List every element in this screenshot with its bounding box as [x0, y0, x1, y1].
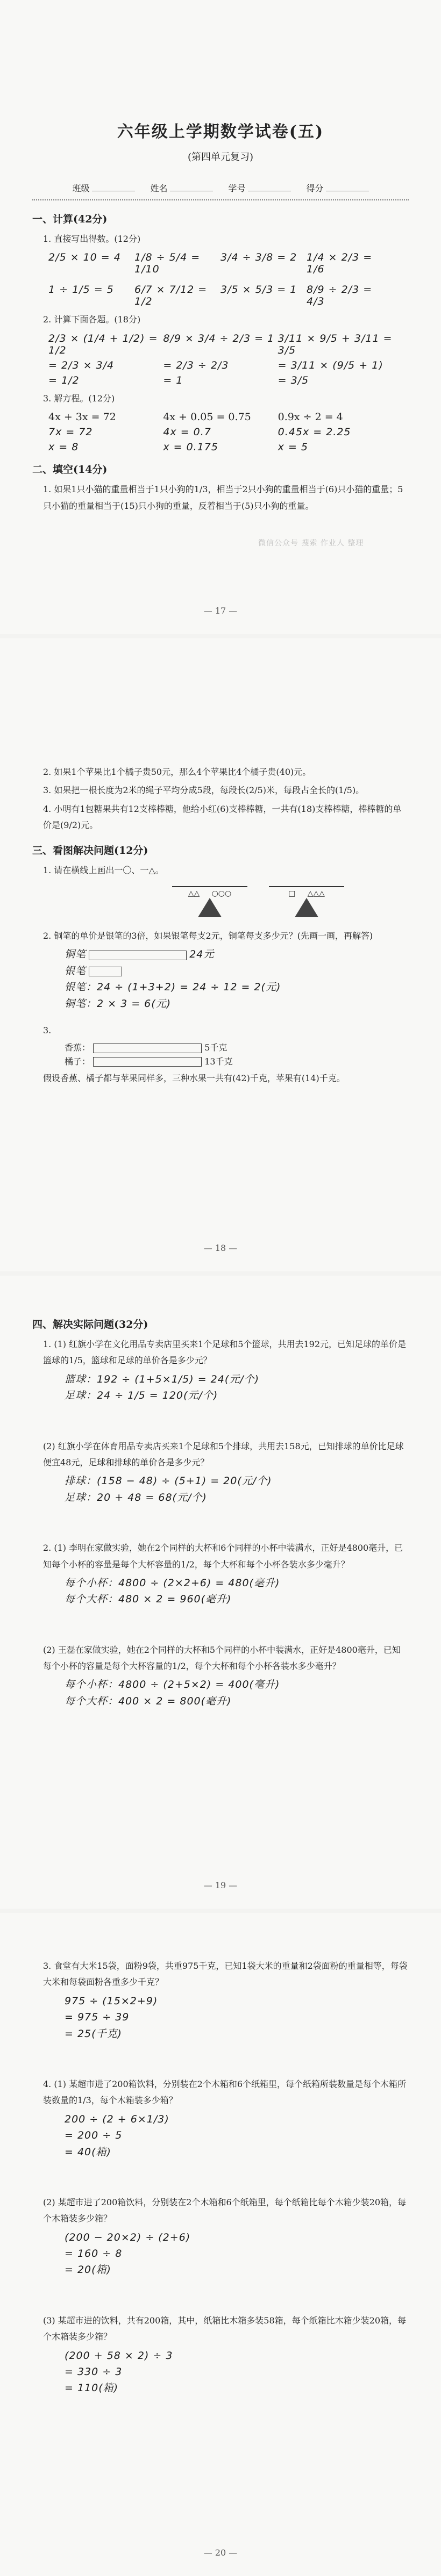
- work-line: 每个小杯：4800 ÷ (2×2+6) = 480(毫升): [65, 1577, 280, 1589]
- problem-4-3: (3) 某超市进的饮料，共有200箱，其中，纸箱比木箱多装58箱，每个纸箱比木箱少装20箱，每个木箱装多少箱？: [43, 2315, 407, 2342]
- section-image-title: 三、看图解决问题(12分): [32, 844, 148, 857]
- fill-question-3: 3. 如果把一根长度为2米的绳子平均分成5段，每段长(2/5)米，每段占全长的(1/5)。: [43, 785, 365, 796]
- q-calc-title: 2. 计算下面各题。(18分): [43, 314, 141, 325]
- calc-step: 2/3 × (1/4 + 1/2) = 1/2: [48, 332, 158, 356]
- image-question-3: 3.: [43, 1025, 52, 1035]
- direct-answer: 1 ÷ 1/5 = 5: [48, 284, 114, 296]
- problem-2-2: (2) 王磊在家做实验，她在2个同样的大杯和5个同样的小杯中装满水，正好是4800毫升，已知每个小杯的容量是每个大杯容量的1/2，每个大杯和每个小杯各装水多少毫升？: [43, 1644, 401, 1672]
- equation: 0.9x ÷ 2 = 4: [278, 411, 343, 423]
- bar-label-orange: 橘子：: [65, 1056, 91, 1067]
- exam-subtitle: (第四单元复习): [187, 152, 254, 163]
- fill-question-4: 4. 小明有1包糖果共有12支棒棒糖，他给小红(6)支棒棒糖，一共有(18)支棒棒糖，棒棒糖的单价是(9/2)元。: [43, 803, 402, 831]
- bar-silver: [89, 967, 122, 976]
- work-line: = 330 ÷ 3: [65, 2366, 123, 2378]
- bar-copper: [89, 951, 187, 960]
- bar-diagram-2: [65, 1041, 409, 1068]
- problem-4-1: 4. (1) 某超市进了200箱饮料，分别装在2个木箱和6个纸箱里，每个纸箱所装数量是每个木箱所装数量的1/3，每个木箱装多少箱？: [43, 2078, 407, 2106]
- problem-4-2: (2) 某超市进了200箱饮料，分别装在2个木箱和6个纸箱里，每个纸箱比每个木箱少装20箱，每个木箱装多少箱？: [43, 2197, 407, 2224]
- info-name-label: 姓名: [150, 183, 168, 193]
- calc-step: = 2/3 ÷ 2/3: [163, 359, 229, 371]
- equation: 4x + 0.05 = 0.75: [163, 411, 251, 423]
- work-line: = 20(箱): [65, 2264, 111, 2276]
- page-18: [0, 638, 441, 1271]
- balance-scale-right: [269, 886, 344, 917]
- page-number: — 17 —: [203, 606, 238, 616]
- page-number: — 18 —: [203, 1243, 238, 1253]
- bar-total-label: 24元: [189, 948, 215, 961]
- equation-step: x = 5: [278, 441, 308, 454]
- watermark: 微信公众号 搜索 作业人 整理: [258, 539, 364, 548]
- problem-1-2: (2) 红旗小学在体育用品专卖店买来1个足球和5个排球，共用去158元，已知排球的单价比足球便宜48元，足球和排球的单价各是多少元？: [43, 1441, 404, 1467]
- section-fill-title: 二、填空(14分): [32, 464, 108, 476]
- student-info-row: [65, 182, 376, 194]
- balance-scales: [172, 886, 344, 917]
- page-number: — 20 —: [203, 2548, 238, 2558]
- direct-answer: 3/5 × 5/3 = 1: [220, 284, 297, 296]
- calc-step: 3/11 × 9/5 + 3/11 = 3/5: [278, 332, 393, 356]
- work-line: 篮球：192 ÷ (1+5×1/5) = 24(元/个): [65, 1373, 260, 1385]
- info-score-label: 得分: [306, 183, 324, 193]
- work-line: = 200 ÷ 5: [65, 2129, 123, 2142]
- page-number: — 19 —: [203, 1880, 238, 1890]
- direct-answer: 1/8 ÷ 5/4 = 1/10: [134, 251, 201, 276]
- calc-step: 8/9 × 3/4 ÷ 2/3 = 1: [163, 332, 275, 344]
- work-line: (200 + 58 × 2) ÷ 3: [65, 2349, 173, 2362]
- work-line: = 25(千克): [65, 2027, 122, 2040]
- equation-step: 7x = 72: [48, 426, 93, 438]
- balance-beam: □ △△△: [269, 886, 344, 898]
- problem-2-1: 2. (1) 李明在家做实验，她在2个同样的大杯和6个同样的小杯中装满水，正好是4800毫升，已知每个小杯的容量是每个大杯容量的1/2，每个大杯和每个小杯各装水多少毫升？: [43, 1543, 403, 1570]
- direct-answer: 3/4 ÷ 3/8 = 2: [220, 251, 297, 264]
- work-line: = 975 ÷ 39: [65, 2011, 130, 2024]
- q-equation-title: 3. 解方程。(12分): [43, 393, 115, 404]
- equation-step: 4x = 0.7: [163, 426, 211, 438]
- calc-step: = 3/5: [278, 374, 309, 386]
- work-line: 每个大杯：480 × 2 = 960(毫升): [65, 1593, 232, 1606]
- direct-answer: 6/7 × 7/12 = 1/2: [134, 284, 208, 308]
- bar-label-copper: 铜笔: [65, 948, 87, 961]
- balance-scale-left: [172, 886, 247, 917]
- direct-answer: 8/9 ÷ 2/3 = 4/3: [307, 284, 373, 308]
- page-17: [0, 0, 441, 634]
- image-question-1: 1. 请在横线上画出一〇、一△。: [43, 865, 164, 875]
- work-line: 银笔：24 ÷ (1+3+2) = 24 ÷ 12 = 2(元): [65, 981, 281, 994]
- image-question-2: 2. 铜笔的单价是银笔的3倍，如果银笔每支2元，铜笔每支多少元？(先画一画，再解答): [43, 930, 373, 941]
- equation-step: x = 8: [48, 441, 79, 454]
- section-word-problems-title: 四、解决实际问题(32分): [32, 1319, 148, 1330]
- equation-step: 0.45x = 2.25: [278, 426, 351, 438]
- q-direct-title: 1. 直接写出得数。(12分): [43, 234, 141, 244]
- problem-3: 3. 食堂有大米15袋，面粉9袋，共重975千克，已知1袋大米的重量和2袋面粉的重量相等，每袋大米和每袋面粉各重多少千克？: [43, 1961, 408, 1988]
- exam-title: 六年级上学期数学试卷(五): [117, 123, 324, 141]
- work-line: = 40(箱): [65, 2146, 111, 2158]
- fill-question-2: 2. 如果1个苹果比1个橘子贵50元，那么4个苹果比4个橘子贵(40)元。: [43, 767, 311, 777]
- image-question-3-text: 假设香蕉、橘子都与苹果同样多，三种水果一共有(42)千克，苹果有(14)千克。: [43, 1073, 345, 1084]
- bar-banana: [93, 1044, 202, 1053]
- work-line: 铜笔：2 × 3 = 6(元): [65, 997, 172, 1010]
- equation-grid: [48, 411, 393, 453]
- direct-answers-grid: [48, 251, 393, 307]
- section-calc-title: 一、计算(42分): [32, 213, 108, 225]
- bar-orange: [93, 1057, 202, 1067]
- divider: [32, 199, 409, 200]
- calc-step: = 3/11 × (9/5 + 1): [278, 359, 383, 371]
- calc-step: = 1: [163, 374, 183, 386]
- work-line: (200 − 20×2) ÷ (2+6): [65, 2231, 191, 2243]
- work-line: 每个小杯：4800 ÷ (2+5×2) = 400(毫升): [65, 1679, 280, 1691]
- work-line: = 160 ÷ 8: [65, 2248, 123, 2260]
- equation: 4x + 3x = 72: [48, 411, 116, 423]
- calc-grid: [48, 333, 393, 386]
- problem-1-1: 1. (1) 红旗小学在文化用品专卖店里买来1个足球和5个篮球，共用去192元，已知足球的单价是篮球的1/5，篮球和足球的单价各是多少元？: [43, 1339, 407, 1366]
- direct-answer: 1/4 × 2/3 = 1/6: [307, 251, 373, 276]
- bar-total-label-2: 13千克: [204, 1056, 233, 1067]
- bar-diff-label: 5千克: [204, 1042, 227, 1053]
- work-line: 每个大杯：400 × 2 = 800(毫升): [65, 1695, 232, 1707]
- work-line: 975 ÷ (15×2+9): [65, 1995, 158, 2007]
- balance-stand: [198, 898, 222, 917]
- balance-stand: [295, 898, 318, 917]
- bar-diagram: [65, 946, 409, 1012]
- bar-label-banana: 香蕉：: [65, 1042, 91, 1053]
- work-line: 排球：(158 − 48) ÷ (5+1) = 20(元/个): [65, 1475, 272, 1487]
- equation-step: x = 0.175: [163, 441, 218, 454]
- work-line: = 110(箱): [65, 2382, 119, 2394]
- balance-beam: △△ ○○○: [172, 886, 247, 898]
- work-line: 200 ÷ (2 + 6×1/3): [65, 2113, 169, 2125]
- calc-step: = 2/3 × 3/4: [48, 359, 115, 371]
- work-line: 足球：20 + 48 = 68(元/个): [65, 1491, 207, 1503]
- fill-question-1: 1. 如果1只小猫的重量相当于1只小狗的1/3，相当于2只小狗的重量相当于(6)只小猫的重量；5只小猫的重量相当于(15)只小狗的重量，反着相当于(5)只小狗的重量。: [43, 484, 403, 511]
- page-19: [0, 1276, 441, 1909]
- info-id-label: 学号: [228, 183, 246, 193]
- work-line: 足球：24 ÷ 1/5 = 120(元/个): [65, 1390, 218, 1402]
- calc-step: = 1/2: [48, 374, 80, 386]
- page-20: [0, 1913, 441, 2576]
- direct-answer: 2/5 × 10 = 4: [48, 251, 121, 264]
- bar-label-silver: 银笔: [65, 965, 87, 977]
- info-class-label: 班级: [72, 183, 90, 193]
